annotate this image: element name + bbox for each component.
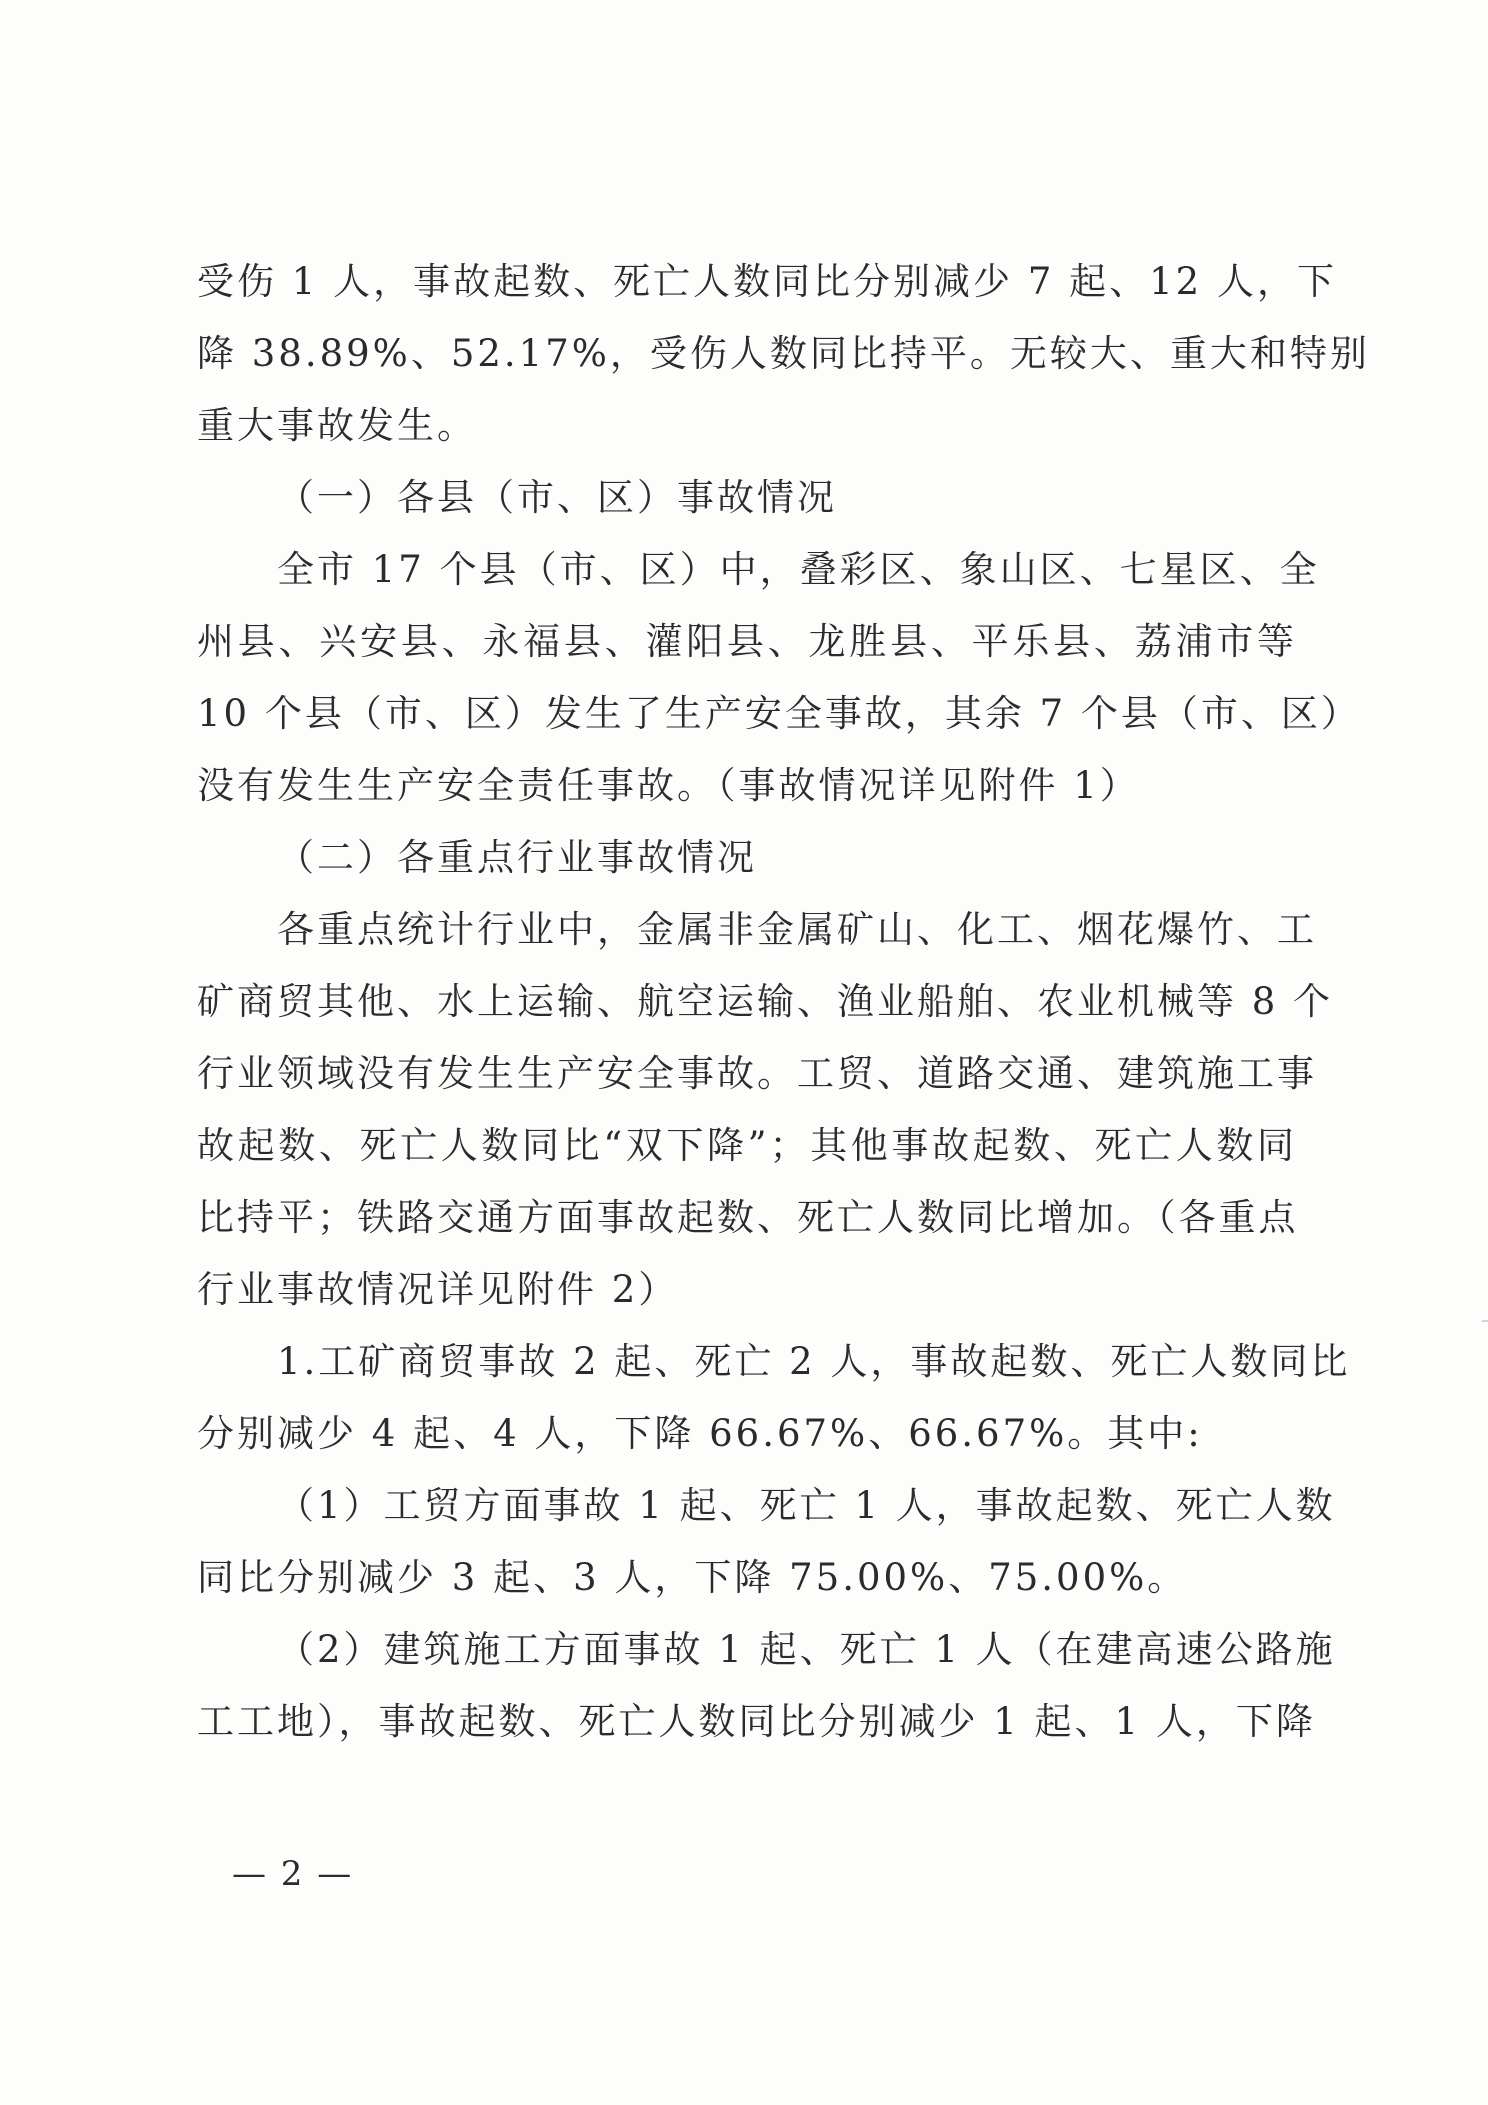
text-line: 工工地），事故起数、死亡人数同比分别减少 1 起、1 人，下降 xyxy=(197,1700,1316,1743)
text-line: 重大事故发生。 xyxy=(197,404,477,447)
text-line: 故起数、死亡人数同比“双下降”；其他事故起数、死亡人数同 xyxy=(197,1124,1297,1167)
section-heading-counties: （一）各县（市、区）事故情况 xyxy=(277,476,837,519)
text-line: 1.工矿商贸事故 2 起、死亡 2 人，事故起数、死亡人数同比 xyxy=(277,1340,1351,1383)
text-line: （2）建筑施工方面事故 1 起、死亡 1 人（在建高速公路施 xyxy=(277,1628,1336,1671)
page-number: — 2 — xyxy=(232,1854,354,1894)
text-line: 行业领域没有发生生产安全事故。工贸、道路交通、建筑施工事 xyxy=(197,1052,1317,1095)
text-line: 没有发生生产安全责任事故。（事故情况详见附件 1） xyxy=(197,764,1140,807)
text-line: 全市 17 个县（市、区）中，叠彩区、象山区、七星区、全 xyxy=(277,548,1320,591)
scan-artifact xyxy=(1482,1320,1488,1322)
text-line: 分别减少 4 起、4 人，下降 66.67%、66.67%。其中: xyxy=(197,1412,1203,1455)
text-line: 行业事故情况详见附件 2） xyxy=(197,1268,679,1311)
text-line: 比持平；铁路交通方面事故起数、死亡人数同比增加。（各重点 xyxy=(197,1196,1299,1239)
text-line: 各重点统计行业中，金属非金属矿山、化工、烟花爆竹、工 xyxy=(277,908,1317,951)
section-heading-industries: （二）各重点行业事故情况 xyxy=(277,836,757,879)
text-line: 降 38.89%、52.17%，受伤人数同比持平。无较大、重大和特别 xyxy=(197,332,1370,375)
text-line: 受伤 1 人，事故起数、死亡人数同比分别减少 7 起、12 人，下 xyxy=(197,260,1337,303)
document-body xyxy=(197,260,1370,1776)
text-line: （1）工贸方面事故 1 起、死亡 1 人，事故起数、死亡人数 xyxy=(277,1484,1336,1527)
text-line: 同比分别减少 3 起、3 人，下降 75.00%、75.00%。 xyxy=(197,1556,1188,1599)
text-line: 矿商贸其他、水上运输、航空运输、渔业船舶、农业机械等 8 个 xyxy=(197,980,1334,1023)
text-line: 10 个县（市、区）发生了生产安全事故，其余 7 个县（市、区） xyxy=(197,692,1361,735)
text-line: 州县、兴安县、永福县、灌阳县、龙胜县、平乐县、荔浦市等 xyxy=(197,620,1297,663)
